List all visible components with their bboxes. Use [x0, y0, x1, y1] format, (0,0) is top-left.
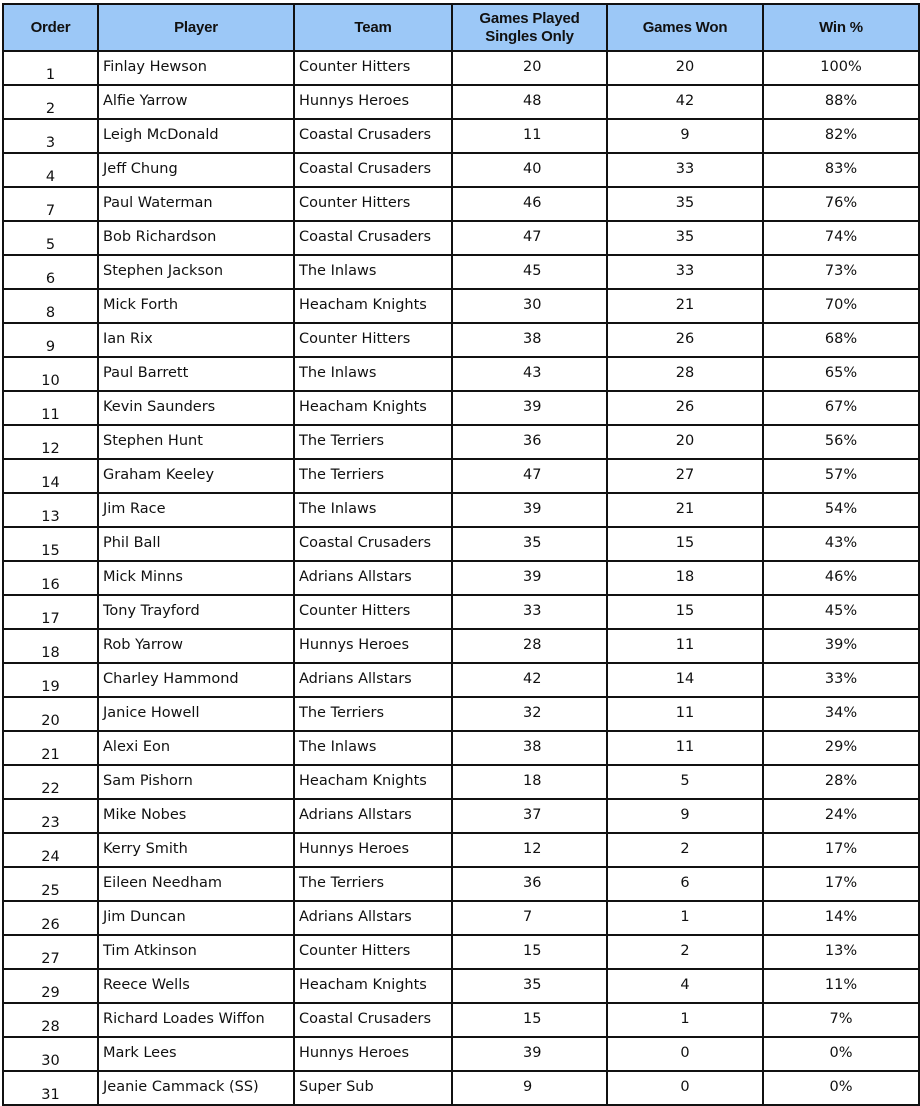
cell-win-percent: 56%	[763, 425, 919, 459]
table-row	[3, 493, 919, 527]
cell-games-played: 48	[452, 85, 607, 119]
cell-player: Charley Hammond	[98, 663, 294, 697]
table-row	[3, 391, 919, 425]
cell-order: 19	[3, 663, 98, 697]
cell-team: The Inlaws	[294, 255, 452, 289]
cell-team: The Terriers	[294, 867, 452, 901]
table-row	[3, 357, 919, 391]
cell-games-played: 11	[452, 119, 607, 153]
cell-games-played: 38	[452, 731, 607, 765]
column-header-games-played	[452, 4, 607, 51]
cell-player: Tony Trayford	[98, 595, 294, 629]
table-body	[3, 51, 919, 1105]
cell-order: 17	[3, 595, 98, 629]
cell-games-won: 33	[607, 153, 763, 187]
cell-order: 4	[3, 153, 98, 187]
cell-games-played: 12	[452, 833, 607, 867]
cell-team: Counter Hitters	[294, 595, 452, 629]
cell-games-won: 26	[607, 391, 763, 425]
cell-team: Adrians Allstars	[294, 561, 452, 595]
cell-player: Stephen Hunt	[98, 425, 294, 459]
cell-games-won: 0	[607, 1037, 763, 1071]
cell-games-won: 21	[607, 289, 763, 323]
cell-games-won: 11	[607, 697, 763, 731]
cell-win-percent: 28%	[763, 765, 919, 799]
cell-order: 27	[3, 935, 98, 969]
cell-order: 13	[3, 493, 98, 527]
cell-order: 1	[3, 51, 98, 85]
cell-team: Hunnys Heroes	[294, 85, 452, 119]
cell-order: 10	[3, 357, 98, 391]
cell-order: 6	[3, 255, 98, 289]
table-row	[3, 1037, 919, 1071]
table-row	[3, 323, 919, 357]
games-played-label-line1: Games Played	[479, 9, 580, 27]
cell-team: The Inlaws	[294, 357, 452, 391]
cell-win-percent: 82%	[763, 119, 919, 153]
cell-order: 22	[3, 765, 98, 799]
cell-games-won: 15	[607, 595, 763, 629]
cell-player: Paul Barrett	[98, 357, 294, 391]
cell-player: Kerry Smith	[98, 833, 294, 867]
cell-games-played: 46	[452, 187, 607, 221]
cell-win-percent: 11%	[763, 969, 919, 1003]
cell-team: Coastal Crusaders	[294, 153, 452, 187]
cell-win-percent: 0%	[763, 1037, 919, 1071]
cell-games-played: 45	[452, 255, 607, 289]
cell-player: Finlay Hewson	[98, 51, 294, 85]
cell-games-won: 21	[607, 493, 763, 527]
cell-player: Richard Loades Wiffon	[98, 1003, 294, 1037]
cell-games-played: 33	[452, 595, 607, 629]
cell-team: Super Sub	[294, 1071, 452, 1105]
cell-team: Hunnys Heroes	[294, 629, 452, 663]
cell-win-percent: 100%	[763, 51, 919, 85]
cell-player: Paul Waterman	[98, 187, 294, 221]
cell-win-percent: 33%	[763, 663, 919, 697]
table-header	[3, 4, 919, 51]
cell-player: Stephen Jackson	[98, 255, 294, 289]
table-row	[3, 697, 919, 731]
cell-games-played: 47	[452, 221, 607, 255]
cell-games-won: 20	[607, 425, 763, 459]
cell-order: 20	[3, 697, 98, 731]
cell-order: 26	[3, 901, 98, 935]
cell-games-played: 39	[452, 391, 607, 425]
cell-player: Bob Richardson	[98, 221, 294, 255]
cell-games-won: 11	[607, 731, 763, 765]
table-row	[3, 85, 919, 119]
cell-team: The Terriers	[294, 459, 452, 493]
cell-team: Heacham Knights	[294, 289, 452, 323]
cell-team: Coastal Crusaders	[294, 221, 452, 255]
cell-player: Jeff Chung	[98, 153, 294, 187]
cell-player: Eileen Needham	[98, 867, 294, 901]
cell-games-played: 15	[452, 935, 607, 969]
cell-games-won: 27	[607, 459, 763, 493]
cell-games-played: 36	[452, 425, 607, 459]
cell-player: Mick Forth	[98, 289, 294, 323]
cell-team: The Terriers	[294, 425, 452, 459]
cell-games-played: 35	[452, 527, 607, 561]
cell-player: Mike Nobes	[98, 799, 294, 833]
cell-win-percent: 65%	[763, 357, 919, 391]
cell-team: Coastal Crusaders	[294, 1003, 452, 1037]
table-row	[3, 221, 919, 255]
cell-order: 14	[3, 459, 98, 493]
cell-player: Mark Lees	[98, 1037, 294, 1071]
cell-team: Hunnys Heroes	[294, 833, 452, 867]
table-row	[3, 119, 919, 153]
cell-team: Adrians Allstars	[294, 663, 452, 697]
column-header-games-won: Games Won	[607, 4, 763, 51]
table-row	[3, 187, 919, 221]
cell-team: Heacham Knights	[294, 969, 452, 1003]
cell-order: 2	[3, 85, 98, 119]
cell-games-played: 40	[452, 153, 607, 187]
cell-games-played: 39	[452, 1037, 607, 1071]
cell-player: Janice Howell	[98, 697, 294, 731]
cell-games-won: 0	[607, 1071, 763, 1105]
table-row	[3, 153, 919, 187]
cell-win-percent: 57%	[763, 459, 919, 493]
cell-order: 18	[3, 629, 98, 663]
cell-team: Heacham Knights	[294, 765, 452, 799]
cell-order: 21	[3, 731, 98, 765]
cell-games-played: 39	[452, 493, 607, 527]
cell-team: Coastal Crusaders	[294, 119, 452, 153]
cell-order: 7	[3, 187, 98, 221]
cell-win-percent: 34%	[763, 697, 919, 731]
cell-order: 23	[3, 799, 98, 833]
cell-win-percent: 43%	[763, 527, 919, 561]
cell-win-percent: 74%	[763, 221, 919, 255]
cell-order: 31	[3, 1071, 98, 1105]
cell-player: Sam Pishorn	[98, 765, 294, 799]
cell-order: 30	[3, 1037, 98, 1071]
cell-games-played: 43	[452, 357, 607, 391]
cell-win-percent: 17%	[763, 867, 919, 901]
cell-games-played: 37	[452, 799, 607, 833]
cell-order: 9	[3, 323, 98, 357]
cell-games-won: 14	[607, 663, 763, 697]
cell-player: Phil Ball	[98, 527, 294, 561]
cell-team: Adrians Allstars	[294, 799, 452, 833]
cell-team: Counter Hitters	[294, 935, 452, 969]
games-played-label-line2: Singles Only	[485, 27, 574, 45]
cell-team: Counter Hitters	[294, 51, 452, 85]
table-row	[3, 731, 919, 765]
cell-games-played: 47	[452, 459, 607, 493]
cell-team: The Inlaws	[294, 731, 452, 765]
cell-team: Coastal Crusaders	[294, 527, 452, 561]
cell-order: 28	[3, 1003, 98, 1037]
cell-games-won: 18	[607, 561, 763, 595]
cell-games-won: 9	[607, 119, 763, 153]
cell-games-won: 33	[607, 255, 763, 289]
cell-games-played: 28	[452, 629, 607, 663]
cell-player: Alfie Yarrow	[98, 85, 294, 119]
cell-order: 12	[3, 425, 98, 459]
cell-team: The Inlaws	[294, 493, 452, 527]
cell-order: 15	[3, 527, 98, 561]
table-row	[3, 51, 919, 85]
cell-games-won: 1	[607, 901, 763, 935]
table-row	[3, 1071, 919, 1105]
cell-win-percent: 67%	[763, 391, 919, 425]
cell-games-played: 39	[452, 561, 607, 595]
table-row	[3, 867, 919, 901]
cell-games-played: 9	[452, 1071, 607, 1105]
cell-win-percent: 70%	[763, 289, 919, 323]
table-row	[3, 425, 919, 459]
cell-games-won: 1	[607, 1003, 763, 1037]
singles-league-table	[2, 3, 920, 1106]
cell-team: Hunnys Heroes	[294, 1037, 452, 1071]
cell-player: Ian Rix	[98, 323, 294, 357]
cell-player: Alexi Eon	[98, 731, 294, 765]
cell-win-percent: 24%	[763, 799, 919, 833]
cell-games-won: 11	[607, 629, 763, 663]
cell-games-won: 2	[607, 833, 763, 867]
cell-games-won: 26	[607, 323, 763, 357]
table-row	[3, 459, 919, 493]
cell-win-percent: 83%	[763, 153, 919, 187]
cell-player: Tim Atkinson	[98, 935, 294, 969]
cell-games-played: 36	[452, 867, 607, 901]
table-row	[3, 289, 919, 323]
cell-games-won: 20	[607, 51, 763, 85]
cell-win-percent: 0%	[763, 1071, 919, 1105]
cell-player: Jim Race	[98, 493, 294, 527]
cell-games-played: 30	[452, 289, 607, 323]
column-header-team: Team	[294, 4, 452, 51]
cell-team: Counter Hitters	[294, 187, 452, 221]
league-table-container	[2, 3, 920, 1106]
cell-games-won: 35	[607, 221, 763, 255]
cell-team: Adrians Allstars	[294, 901, 452, 935]
table-row	[3, 595, 919, 629]
cell-player: Leigh McDonald	[98, 119, 294, 153]
cell-player: Jim Duncan	[98, 901, 294, 935]
cell-player: Mick Minns	[98, 561, 294, 595]
cell-games-played: 18	[452, 765, 607, 799]
table-row	[3, 765, 919, 799]
cell-games-won: 15	[607, 527, 763, 561]
cell-win-percent: 54%	[763, 493, 919, 527]
cell-win-percent: 7%	[763, 1003, 919, 1037]
cell-team: The Terriers	[294, 697, 452, 731]
cell-win-percent: 17%	[763, 833, 919, 867]
cell-win-percent: 76%	[763, 187, 919, 221]
cell-games-played: 42	[452, 663, 607, 697]
table-row	[3, 663, 919, 697]
table-row	[3, 527, 919, 561]
cell-win-percent: 73%	[763, 255, 919, 289]
cell-player: Jeanie Cammack (SS)	[98, 1071, 294, 1105]
cell-order: 25	[3, 867, 98, 901]
cell-win-percent: 88%	[763, 85, 919, 119]
cell-order: 8	[3, 289, 98, 323]
cell-team: Counter Hitters	[294, 323, 452, 357]
cell-games-won: 28	[607, 357, 763, 391]
table-row	[3, 901, 919, 935]
table-row	[3, 561, 919, 595]
cell-win-percent: 13%	[763, 935, 919, 969]
cell-win-percent: 29%	[763, 731, 919, 765]
cell-player: Reece Wells	[98, 969, 294, 1003]
cell-team: Heacham Knights	[294, 391, 452, 425]
table-row	[3, 799, 919, 833]
cell-player: Kevin Saunders	[98, 391, 294, 425]
cell-win-percent: 46%	[763, 561, 919, 595]
cell-games-played: 38	[452, 323, 607, 357]
table-row	[3, 935, 919, 969]
header-row	[3, 4, 919, 51]
cell-order: 24	[3, 833, 98, 867]
table-row	[3, 1003, 919, 1037]
cell-games-played: 35	[452, 969, 607, 1003]
cell-win-percent: 68%	[763, 323, 919, 357]
column-header-order: Order	[3, 4, 98, 51]
table-row	[3, 255, 919, 289]
cell-order: 5	[3, 221, 98, 255]
cell-games-played: 20	[452, 51, 607, 85]
cell-games-played: 7	[452, 901, 607, 935]
cell-player: Graham Keeley	[98, 459, 294, 493]
cell-win-percent: 14%	[763, 901, 919, 935]
cell-games-played: 15	[452, 1003, 607, 1037]
cell-games-won: 42	[607, 85, 763, 119]
cell-games-won: 6	[607, 867, 763, 901]
cell-order: 11	[3, 391, 98, 425]
cell-games-won: 5	[607, 765, 763, 799]
cell-player: Rob Yarrow	[98, 629, 294, 663]
cell-games-won: 35	[607, 187, 763, 221]
cell-games-won: 9	[607, 799, 763, 833]
cell-order: 3	[3, 119, 98, 153]
table-row	[3, 833, 919, 867]
table-row	[3, 969, 919, 1003]
cell-games-played: 32	[452, 697, 607, 731]
cell-win-percent: 39%	[763, 629, 919, 663]
column-header-win-percent: Win %	[763, 4, 919, 51]
column-header-player: Player	[98, 4, 294, 51]
cell-games-won: 4	[607, 969, 763, 1003]
table-row	[3, 629, 919, 663]
cell-games-won: 2	[607, 935, 763, 969]
cell-win-percent: 45%	[763, 595, 919, 629]
cell-order: 29	[3, 969, 98, 1003]
cell-order: 16	[3, 561, 98, 595]
